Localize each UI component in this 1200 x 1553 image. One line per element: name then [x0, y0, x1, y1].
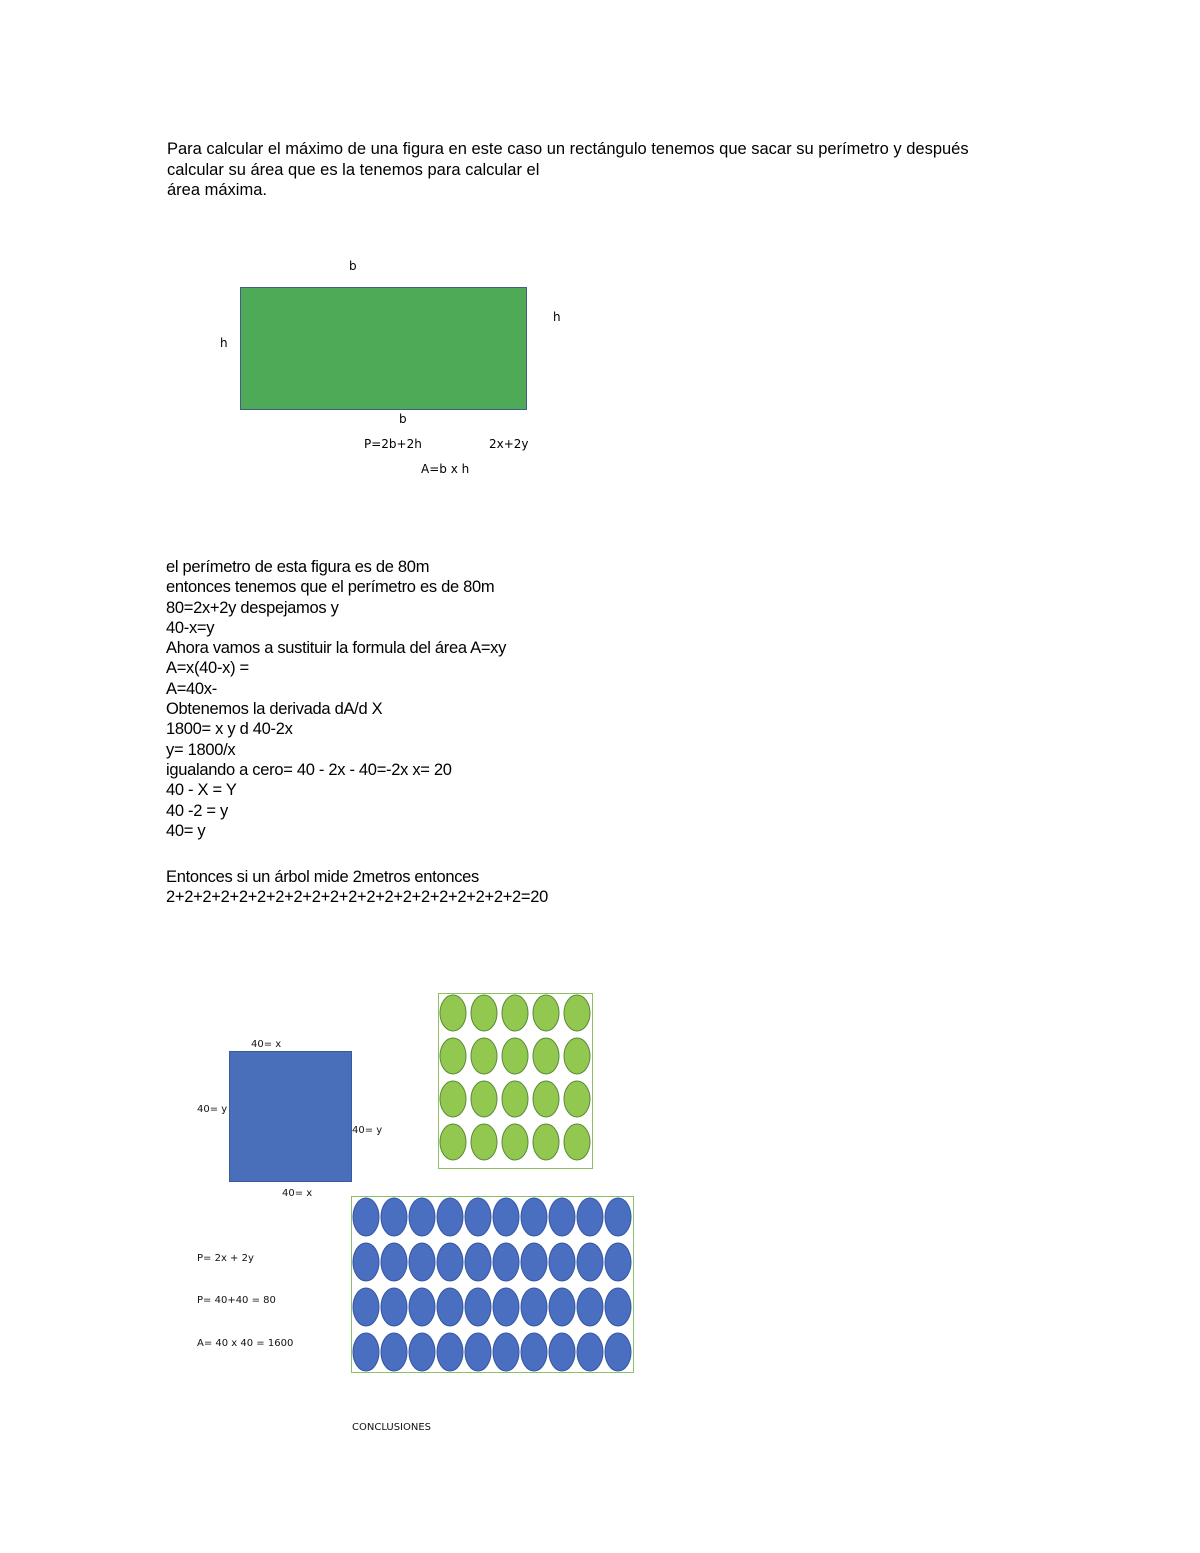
tree-circle	[437, 1243, 463, 1281]
tree-circle	[465, 1198, 491, 1236]
tree-circle	[471, 1038, 497, 1074]
tree-circle	[564, 995, 590, 1031]
step-line: Ahora vamos a sustituir la formula del área A=xy	[166, 639, 507, 658]
tree-circle	[471, 1081, 497, 1117]
step-line: entonces tenemos que el perímetro es de 80m	[166, 578, 495, 597]
square-bottom-label: 40= x	[282, 1188, 313, 1199]
tree-circle	[471, 995, 497, 1031]
tree-circle	[437, 1288, 463, 1326]
tree-circle	[533, 1124, 559, 1160]
green-trees-svg	[438, 993, 593, 1169]
square-left-label: 40= y	[197, 1104, 228, 1115]
green-rectangle	[240, 287, 527, 410]
step-line: 1800= x y d 40-2x	[166, 720, 293, 739]
step-line: 40= y	[166, 821, 206, 840]
tree-circle	[521, 1243, 547, 1281]
tree-circle	[502, 995, 528, 1031]
tree-circle	[564, 1038, 590, 1074]
tree-circle	[353, 1333, 379, 1371]
tree-circle	[549, 1243, 575, 1281]
perimeter-value: P= 40+40 = 80	[197, 1295, 276, 1306]
tree-circle	[549, 1198, 575, 1236]
area-value: A= 40 x 40 = 1600	[197, 1338, 294, 1349]
tree-circle	[353, 1198, 379, 1236]
tree-circle	[521, 1288, 547, 1326]
tree-circle	[440, 1038, 466, 1074]
tree-circle	[605, 1288, 631, 1326]
tree-circle	[564, 1081, 590, 1117]
tree-circle	[465, 1333, 491, 1371]
rect-right-label: h	[553, 310, 561, 324]
tree-circle	[521, 1198, 547, 1236]
tree-circle	[353, 1243, 379, 1281]
square-right-label: 40= y	[352, 1125, 383, 1136]
tree-circle	[465, 1288, 491, 1326]
tree-circle	[564, 1124, 590, 1160]
tree-circle	[493, 1198, 519, 1236]
conclusions-heading: CONCLUSIONES	[352, 1422, 432, 1433]
perimeter-alt-formula: 2x+2y	[489, 437, 529, 451]
step-line: y= 1800/x	[166, 740, 236, 759]
tree-circle	[381, 1243, 407, 1281]
blue-tree-grid	[351, 1196, 634, 1373]
green-tree-grid	[438, 993, 593, 1169]
intro-line: calcular su área que es la tenemos para calcular el	[167, 160, 540, 179]
tree-circle	[493, 1333, 519, 1371]
intro-line: Para calcular el máximo de una figura en este caso un rectángulo tenemos que sacar su perímetro y después	[167, 140, 969, 158]
tree-circle	[440, 1124, 466, 1160]
tree-circle	[533, 1081, 559, 1117]
step-line: el perímetro de esta figura es de 80m	[166, 558, 430, 576]
perimeter-formula-2: P= 2x + 2y	[197, 1253, 254, 1264]
tree-circle	[549, 1333, 575, 1371]
tree-circle	[471, 1124, 497, 1160]
tree-circle	[605, 1333, 631, 1371]
tree-circle	[409, 1243, 435, 1281]
tree-circle	[577, 1333, 603, 1371]
tree-circle	[353, 1288, 379, 1326]
tree-conclusion	[166, 867, 548, 908]
conclusion-line: Entonces si un árbol mide 2metros entonces	[166, 868, 479, 886]
calculation-steps	[166, 557, 506, 841]
intro-paragraph	[167, 139, 1047, 201]
tree-circle	[381, 1198, 407, 1236]
square-top-label: 40= x	[251, 1039, 282, 1050]
tree-circle	[409, 1333, 435, 1371]
tree-circle	[502, 1081, 528, 1117]
step-line: 40-x=y	[166, 618, 215, 637]
tree-circle	[437, 1333, 463, 1371]
tree-circle	[533, 995, 559, 1031]
tree-circle	[577, 1198, 603, 1236]
tree-circle	[533, 1038, 559, 1074]
tree-circle	[493, 1243, 519, 1281]
step-line: 40 - X = Y	[166, 781, 237, 800]
rect-left-label: h	[220, 336, 228, 350]
tree-circle	[381, 1288, 407, 1326]
perimeter-formula: P=2b+2h	[364, 437, 422, 451]
blue-square	[229, 1051, 352, 1182]
tree-circle	[577, 1243, 603, 1281]
tree-circle	[521, 1333, 547, 1371]
tree-circle	[381, 1333, 407, 1371]
tree-circle	[440, 1081, 466, 1117]
intro-line: área máxima.	[167, 181, 267, 199]
rectangle-figure	[200, 250, 600, 480]
tree-circle	[502, 1124, 528, 1160]
square-trees-figure	[166, 985, 644, 1441]
tree-circle	[409, 1198, 435, 1236]
rect-bottom-label: b	[399, 412, 407, 426]
tree-circle	[409, 1288, 435, 1326]
step-line: igualando a cero= 40 - 2x - 40=-2x x= 20	[166, 760, 452, 779]
blue-trees-svg	[351, 1196, 634, 1373]
rect-top-label: b	[349, 259, 357, 273]
tree-circle	[493, 1288, 519, 1326]
step-line: Obtenemos la derivada dA/d X	[166, 700, 383, 719]
step-line: A=40x-	[166, 679, 217, 698]
tree-circle	[502, 1038, 528, 1074]
area-formula: A=b x h	[421, 462, 470, 476]
tree-circle	[465, 1243, 491, 1281]
tree-circle	[605, 1198, 631, 1236]
conclusion-line: 2+2+2+2+2+2+2+2+2+2+2+2+2+2+2+2+2+2+2+2=20	[166, 888, 548, 907]
tree-circle	[440, 995, 466, 1031]
step-line: 80=2x+2y despejamos y	[166, 598, 339, 617]
tree-circle	[437, 1198, 463, 1236]
step-line: A=x(40-x) =	[166, 659, 249, 678]
tree-circle	[577, 1288, 603, 1326]
step-line: 40 -2 = y	[166, 801, 228, 820]
tree-circle	[549, 1288, 575, 1326]
tree-circle	[605, 1243, 631, 1281]
